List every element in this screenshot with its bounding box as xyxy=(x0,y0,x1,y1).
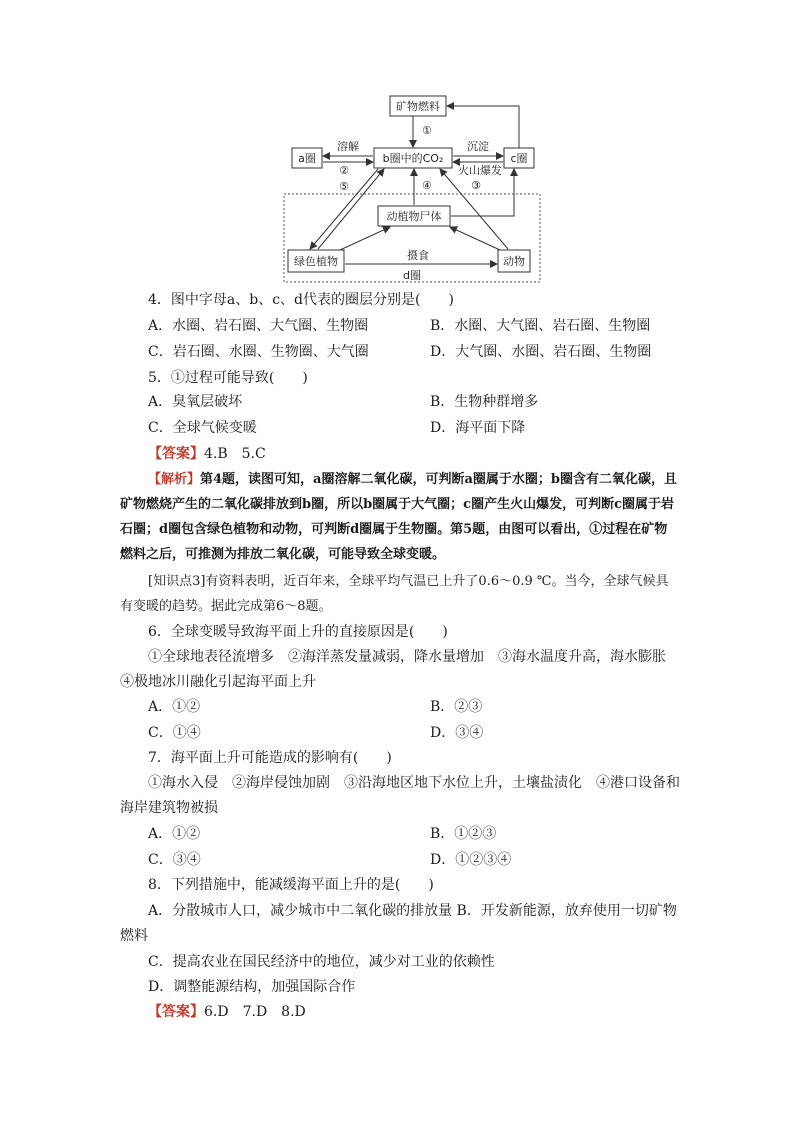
analysis-tag: 【解析】 xyxy=(148,472,201,487)
answer-tag: 【答案】 xyxy=(148,1004,204,1020)
answer-tag: 【答案】 xyxy=(148,446,204,462)
animals-label: 动物 xyxy=(503,255,525,268)
q6-option-d: D．③④ xyxy=(430,725,484,741)
q6-items-2: ④极地冰川融化引起海平面上升 xyxy=(120,674,316,690)
label-sediment: 沉淀 xyxy=(467,140,489,153)
analysis-paragraph xyxy=(120,467,680,567)
q8-option-d: D．调整能源结构，加强国际合作 xyxy=(148,979,356,995)
q7-items-1: ①海水入侵 ②海岸侵蚀加剧 ③沿海地区地下水位上升，土壤盐渍化 ④港口设备和 xyxy=(148,775,680,791)
answer-text: 6.D 7.D 8.D xyxy=(204,1004,306,1020)
q5-option-d: D．海平面下降 xyxy=(430,420,526,436)
q7-option-b: B．①②③ xyxy=(430,826,497,842)
knowledge-point: [知识点3]有资料表明，近百年来，全球平均气温已上升了0.6～0.9 ℃。当今，全球气候具有变暖的趋势。据此完成第6～8题。 xyxy=(120,574,669,614)
label-volcano: 火山爆发 xyxy=(458,164,502,177)
q8-stem: 8．下列措施中，能减缓海平面上升的是( ) xyxy=(148,877,434,893)
answer-text: 4.B 5.C xyxy=(204,446,266,462)
arrow-plants-to-b xyxy=(318,169,384,249)
q6-stem: 6．全球变暖导致海平面上升的直接原因是( ) xyxy=(148,624,448,640)
label-n3: ③ xyxy=(471,179,481,192)
q7-option-a: A．①② xyxy=(148,826,201,842)
q4-option-b: B．水圈、大气圈、岩石圈、生物圈 xyxy=(430,318,651,334)
q6-option-c: C．①④ xyxy=(148,725,201,741)
b-label: b圈中的CO₂ xyxy=(382,152,444,165)
a-label: a圈 xyxy=(298,152,316,165)
q7-items-2: 海岸建筑物被损 xyxy=(120,800,218,816)
label-n5: ⑤ xyxy=(339,180,349,193)
q8-option-c: C．提高农业在国民经济中的地位，减少对工业的依赖性 xyxy=(148,954,495,970)
q4-stem: 4．图中字母a、b、c、d代表的圈层分别是( ) xyxy=(148,292,454,308)
analysis-text: 第4题，读图可知，a圈溶解二氧化碳，可判断a圈属于水圈；b圈含有二氧化碳，且矿物燃烧产生的二氧化碳排放到b圈，所以b圈属于大气圈；c圈产生火山爆发，可判断c圈属于岩石圈；d圈包含绿色植物和动物，可判断d圈属于生物圈。第5题，由图可以看出，①过程在矿物燃料之后，可推测为排放二氧化碳，可能导致全球变暖。 xyxy=(120,472,677,562)
label-n4: ④ xyxy=(422,179,432,192)
q6-items-1: ①全球地表径流增多 ②海洋蒸发量减弱，降水量增加 ③海水温度升高，海水膨胀 xyxy=(148,649,666,665)
mineral-label: 矿物燃料 xyxy=(396,100,440,113)
carbon-cycle-diagram xyxy=(280,94,544,284)
q5-option-b: B．生物种群增多 xyxy=(430,394,539,410)
arrow-plants-to-remains xyxy=(340,227,390,250)
q4-option-c: C．岩石圈、水圈、生物圈、大气圈 xyxy=(148,344,369,360)
q4-option-a: A．水圈、岩石圈、大气圈、生物圈 xyxy=(148,318,369,334)
answer-1 xyxy=(148,444,266,464)
q5-option-a: A．臭氧层破坏 xyxy=(148,394,243,410)
q7-stem: 7．海平面上升可能造成的影响有( ) xyxy=(148,750,392,766)
q6-option-b: B．②③ xyxy=(430,699,483,715)
q8-option-b-cont: 燃料 xyxy=(120,928,148,944)
label-d: d圈 xyxy=(403,269,421,282)
label-n1: ① xyxy=(422,124,432,137)
remains-label: 动植物尸体 xyxy=(386,210,442,223)
label-n2: ② xyxy=(339,164,349,177)
q5-option-c: C．全球气候变暖 xyxy=(148,420,257,436)
label-feed: 摄食 xyxy=(407,249,429,262)
diagram-svg xyxy=(280,94,544,284)
q8-option-a-b: A．分散城市人口，减少城市中二氧化碳的排放量 B．开发新能源，放弃使用一切矿物 xyxy=(148,903,677,919)
answer-2 xyxy=(148,1002,306,1022)
q7-option-d: D．①②③④ xyxy=(430,852,512,868)
q6-option-a: A．①② xyxy=(148,699,201,715)
c-label: c圈 xyxy=(510,152,528,165)
plants-label: 绿色植物 xyxy=(294,255,338,268)
q4-option-d: D．大气圈、水圈、岩石圈、生物圈 xyxy=(430,344,652,360)
q7-option-c: C．③④ xyxy=(148,852,201,868)
label-dissolve: 溶解 xyxy=(337,140,359,153)
q5-stem: 5．①过程可能导致( ) xyxy=(148,370,308,386)
